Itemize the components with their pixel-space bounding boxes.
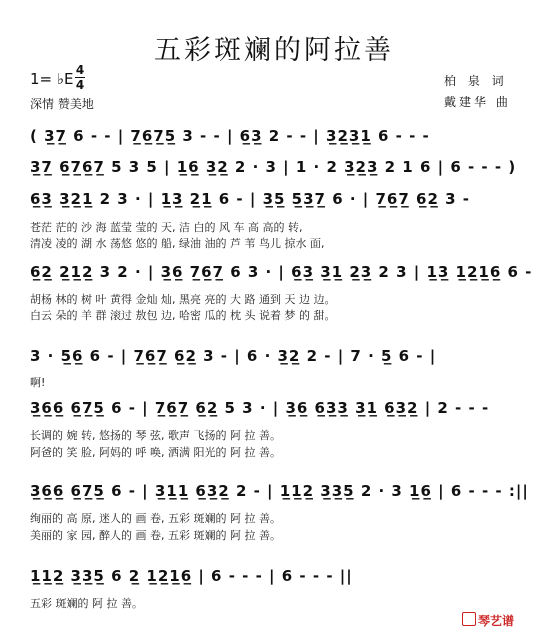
lyric-line: 长调的 婉 转, 悠扬的 琴 弦, 歌声 飞扬的 阿 拉 善。 — [30, 429, 281, 442]
lyric-line: 美丽的 家 园, 醉人的 画 卷, 五彩 斑斓的 阿 拉 善。 — [30, 529, 281, 542]
lyricist-credit: 柏 泉 词 — [444, 74, 508, 88]
lyric-line: 胡杨 林的 树 叶 黄得 金灿 灿, 黑亮 亮的 大 路 通到 天 边 边。 — [30, 293, 336, 306]
time-top: 4 — [75, 63, 85, 77]
key-signature: 1= ♭E — [30, 70, 74, 88]
lyric-line: 清凌 凌的 湖 水 荡悠 悠的 船, 绿油 油的 芦 苇 鸟儿 掠水 面, — [30, 237, 325, 250]
lyric-line: 啊! — [30, 376, 46, 389]
notation-line: 6̲3̲ 3̲2̲1̲ 2 3 · | 1̲3̲ 2̲1̲ 6 - | 3̲5̲ 5̲3̲7̲ 6 · | 7̲6̲7̲ 6̲2̲ 3 - — [30, 190, 470, 208]
notation-line: 3̲7̲ 6̲7̲6̲7̲ 5 3 5 | 1̲6̲ 3̲2̲ 2 · 3 | 1 · 2 3̲2̲3̲ 2 1 6 | 6 - - - ) — [30, 158, 517, 176]
lyric-line: 五彩 斑斓的 阿 拉 善。 — [30, 597, 143, 610]
notation-line: 3̲6̲6̲ 6̲7̲5̲ 6 - | 3̲1̲1̲ 6̲3̲2̲ 2 - | 1̲1̲2̲ 3̲3̲5̲ 2 · 3 1̲6̲ | 6 - - - :|| — [30, 482, 529, 500]
score-title: 五彩斑斓的阿拉善 — [154, 35, 394, 66]
lyric-line: 白云 朵的 羊 群 滚过 敖包 边, 哈密 瓜的 枕 头 说着 梦 的 甜。 — [30, 309, 336, 322]
notation-line: 3̲6̲6̲ 6̲7̲5̲ 6 - | 7̲6̲7̲ 6̲2̲ 5 3 · | 3̲6̲ 6̲3̲3̲ 3̲1̲ 6̲3̲2̲ | 2 - - - — [30, 399, 490, 417]
time-signature — [75, 64, 85, 91]
notation-line: 3 · 5̲6̲ 6 - | 7̲6̲7̲ 6̲2̲ 3 - | 6 · 3̲2̲ 2 - | 7 · 5̲ 6 - | — [30, 347, 437, 365]
lyric-line: 阿爸的 笑 脸, 阿妈的 呼 唤, 洒满 阳光的 阿 拉 善。 — [30, 446, 281, 459]
notation-line: 6̲2̲ 2̲1̲2̲ 3 2 · | 3̲6̲ 7̲6̲7̲ 6 3 · | 6̲3̲ 3̲1̲ 2̲3̲ 2 3 | 1̲3̲ 1̲2̲1̲6̲ 6 - — [30, 263, 533, 281]
composer-credit: 戴建华 曲 — [444, 95, 511, 109]
logo-icon — [462, 612, 476, 626]
notation-line: ( 3̲7̲ 6 - - | 7̲6̲7̲5̲ 3 - - | 6̲3̲ 2 - - | 3̲2̲3̲1̲ 6 - - - — [30, 127, 430, 145]
watermark-logo: 琴艺谱 — [478, 614, 515, 628]
time-bottom: 4 — [75, 78, 85, 92]
notation-line: 1̲1̲2̲ 3̲3̲5̲ 6 2̲ 1̲2̲1̲6̲ | 6 - - - | 6 - - - || — [30, 567, 353, 585]
lyric-line: 苍茫 茫的 沙 海 蓝莹 莹的 天, 洁 白的 风 车 高 高的 转, — [30, 221, 303, 234]
lyric-line: 绚丽的 高 原, 迷人的 画 卷, 五彩 斑斓的 阿 拉 善。 — [30, 512, 281, 525]
expression-marking: 深情 赞美地 — [30, 97, 94, 111]
